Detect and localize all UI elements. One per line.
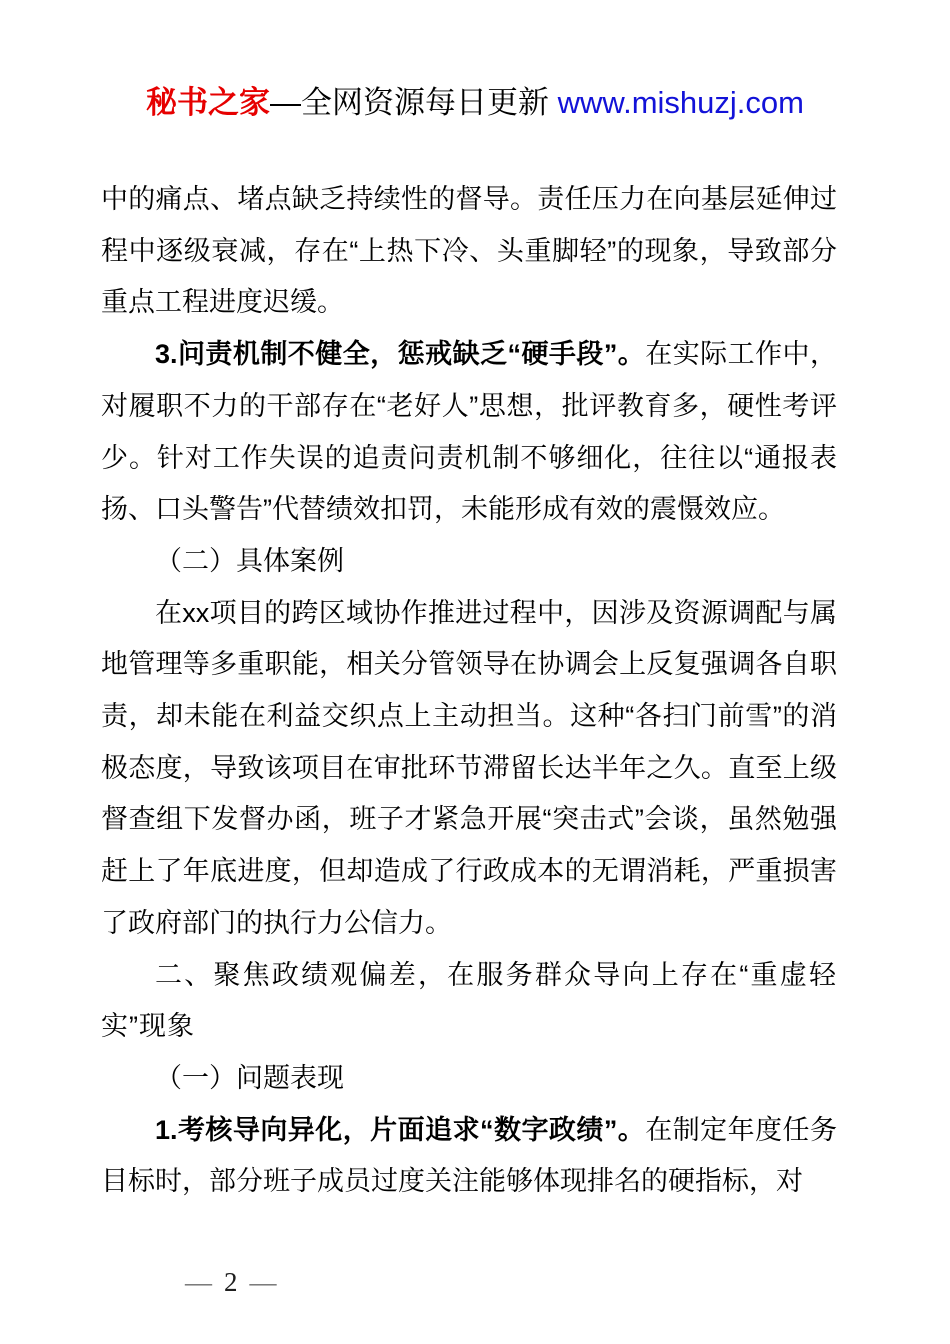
paragraph-bold-lead: 3.问责机制不健全，惩戒缺乏“硬手段”。	[155, 339, 646, 370]
paragraph: 在xx项目的跨区域协作推进过程中，因涉及资源调配与属地管理等多重职能，相关分管领导在协调会上反复强调各自职责，却未能在利益交织点上主动担当。这种“各扫门前雪”的消极态度，导致该项目在审批环节滞留长达半年之久。直至上级督查组下发督办函，班子才紧急开展“突击式”会谈，虽然勉强赶上了年底进度，但却造成了行政成本的无谓消耗，严重损害了政府部门的执行力公信力。	[101, 597, 837, 938]
document-body	[101, 174, 837, 1208]
document-header	[0, 82, 950, 124]
paragraph: 1.考核导向异化，片面追求“数字政绩”。在制定年度任务目标时，部分班子成员过度关注能够体现排名的硬指标，对	[101, 1114, 837, 1197]
page-footer	[158, 1234, 277, 1330]
section-heading: 二、聚焦政绩观偏差，在服务群众导向上存在“重虚轻实”现象	[101, 959, 837, 1042]
header-tagline: 全网资源每日更新	[301, 85, 550, 120]
paragraph-bold-lead: 1.考核导向异化，片面追求“数字政绩”。	[155, 1114, 646, 1145]
paragraph: 3.问责机制不健全，惩戒缺乏“硬手段”。在实际工作中，对履职不力的干部存在“老好人”思想，批评教育多，硬性考评少。针对工作失误的追责问责机制不够细化，往往以“通报表扬、口头警告”代替绩效扣罚，未能形成有效的震慑效应。	[101, 339, 837, 525]
paragraph: 中的痛点、堵点缺乏持续性的督导。责任压力在向基层延伸过程中逐级衰减，存在“上热下冷、头重脚轻”的现象，导致部分重点工程进度迟缓。	[101, 184, 837, 318]
page-number: 2	[224, 1267, 238, 1297]
footer-dash-right: —	[249, 1267, 277, 1297]
header-space	[549, 85, 558, 120]
header-separator: —	[270, 85, 302, 120]
footer-dash-left: —	[185, 1267, 212, 1297]
site-url[interactable]: www.mishuzj.com	[557, 85, 804, 120]
sub-heading: （二）具体案例	[155, 545, 344, 576]
brand-text: 秘书之家	[146, 85, 271, 120]
sub-heading: （一）问题表现	[155, 1062, 344, 1093]
